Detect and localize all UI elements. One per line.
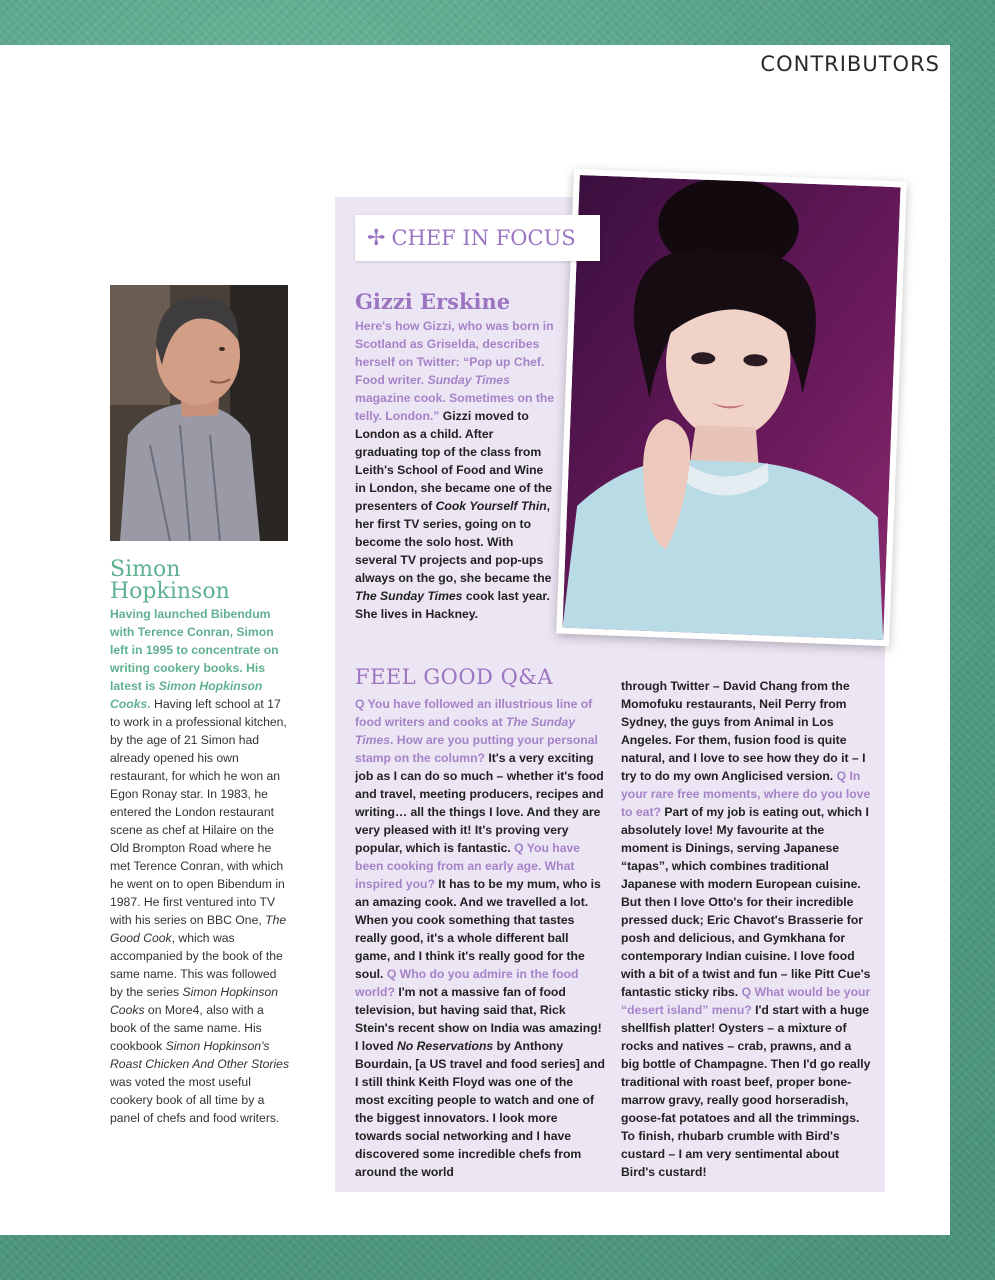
simon-bio-text-2: , which was accompanied by the book of the same name. This was followed by the series [110,931,283,999]
magazine-page [0,45,950,1235]
simon-name-line2: Hopkinson [110,579,230,604]
question-2: Q You have been cooking from an early age. What inspired you? [355,841,581,891]
question-1-text-b: . How are you putting your personal stamp on the column? [355,733,598,765]
qa-column-1 [355,695,605,1181]
chef-in-focus-label: CHEF IN FOCUS [391,226,576,250]
answer-4: Part of my job is eating out, which I absolutely love! My favourite at the moment is Dinings, serving Japanese “tapas”, which combines traditional Japanese with modern European cuisine. But then I love Otto's for their incredible pressed duck; Eric Chavot's Brasserie for posh and delicious, and Gymkhana for contemporary Indian cuisine. I love food with a bit of a twist and fun – like Pitt Cue's fantastic sticky ribs. [621,805,871,999]
simon-bio [110,605,292,1127]
question-4: Q In your rare free moments, where do you love to eat? [621,769,871,819]
question-1-text-a: Q You have followed an illustrious line of food writers and cooks at [355,697,593,729]
section-header: CONTRIBUTORS [760,52,940,76]
simon-lead-end: . [147,697,151,711]
simon-lead: Having launched Bibendum with Terence Conran, Simon left in 1995 to concentrate on writing cookery books. His latest is [110,607,279,693]
question-5: Q What would be your “desert island” menu? [621,985,871,1017]
gizzi-erskine-photo [556,169,907,646]
answer-1: It's a very exciting job as I can do so much – whether it's food and travel, meeting producers, recipes and writing… all the things I love. And they are very pleased with it! It's proving very popular, which is fantastic. [355,751,604,855]
qa-column-2 [621,677,871,1181]
flourish-icon: ✢ [367,225,386,251]
simon-hopkinson-photo [110,285,288,541]
simon-lead-book: Simon Hopkinson Cooks [110,679,263,711]
gizzi-bio-text-1: Gizzi moved to London as a child. After graduating top of the class from Leith's School of Food and Wine in London, she became one of the presenters of [355,409,553,513]
answer-5: I'd start with a huge shellfish platter! Oysters – a mixture of rocks and natives – crab, prawns, and a big bottle of Champagne. Then I'd go really traditional with roast beef, proper bone-marrow gravy, really good horseradish, goose-fat potatoes and all the trimmings. To finish, rhubarb crumble with Bird's custard – I am very sentimental about Bird's custard! [621,1003,871,1179]
simon-bio-book-2: Simon Hopkinson Cooks [110,985,279,1017]
answer-3-text-2: by Anthony Bourdain, [a US travel and food series] and I still think Keith Floyd was one of the most exciting people to watch and one of the biggest innovators. I look more towards social networking and I have discovered some incredible chefs from around the world [355,1039,605,1179]
gizzi-lead-2: magazine cook. Sometimes on the telly. London.” [355,391,555,423]
answer-2: It has to be my mum, who is an amazing cook. And we travelled a lot. When you cook something that tastes really good, it's a whole different ball game, and I think it's really good for the soul. [355,877,601,981]
simon-bio-text-3: on More4, also with a book of the same name. His cookbook [110,1003,264,1053]
answer-3-italic: No Reservations [397,1039,494,1053]
simon-name-line1: Simon [110,557,181,582]
gizzi-lead-italic: Sunday Times [427,373,510,387]
question-3: Q Who do you admire in the food world? [355,967,579,999]
qa-title: FEEL GOOD Q&A [355,665,554,689]
gizzi-bio-show: Cook Yourself Thin [435,499,547,513]
gizzi-bio-text-2: , her first TV series, going on to become the solo host. With several TV projects and pop-ups always on the go, she became the [355,499,552,585]
simon-bio-text-1: Having left school at 17 to work in a professional kitchen, by the age of 21 Simon had already opened his own restaurant, for which he won an Egon Ronay star. In 1983, he entered the London restaurant scene as chef at Hilaire on the Old Brompton Road where he met Terence Conran, with which he went on to open Bibendum in 1987. He first ventured into TV with his series on BBC One, [110,697,287,927]
gizzi-bio-paper: The Sunday Times [355,589,463,603]
gizzi-bio [355,317,555,623]
chef-in-focus-tag [355,215,600,261]
gizzi-name: Gizzi Erskine [355,289,511,314]
simon-bio-book-1: The Good Cook [110,913,287,945]
gizzi-lead-1: Here's how Gizzi, who was born in Scotland as Griselda, describes herself on Twitter: “Pop up Chef. Food writer. [355,319,554,387]
answer-3-text-1: I'm not a massive fan of food television, but having said that, Rick Stein's recent show on India was amazing! I loved [355,985,602,1053]
simon-bio-text-4: was voted the most useful cookery book of all time by a panel of chefs and food writers. [110,1075,280,1125]
simon-name [110,559,310,603]
answer-3-continued: through Twitter – David Chang from the Momofuku restaurants, Neil Perry from Sydney, the guys from Animal in Los Angeles. For them, fusion food is quite natural, and I love to see how they do it – I try to do my own Anglicised version. [621,679,866,783]
gizzi-bio-text-3: cook last year. She lives in Hackney. [355,589,550,621]
simon-bio-book-3: Simon Hopkinson's Roast Chicken And Other Stories [110,1039,290,1071]
question-1-italic: The Sunday Times [355,715,576,747]
